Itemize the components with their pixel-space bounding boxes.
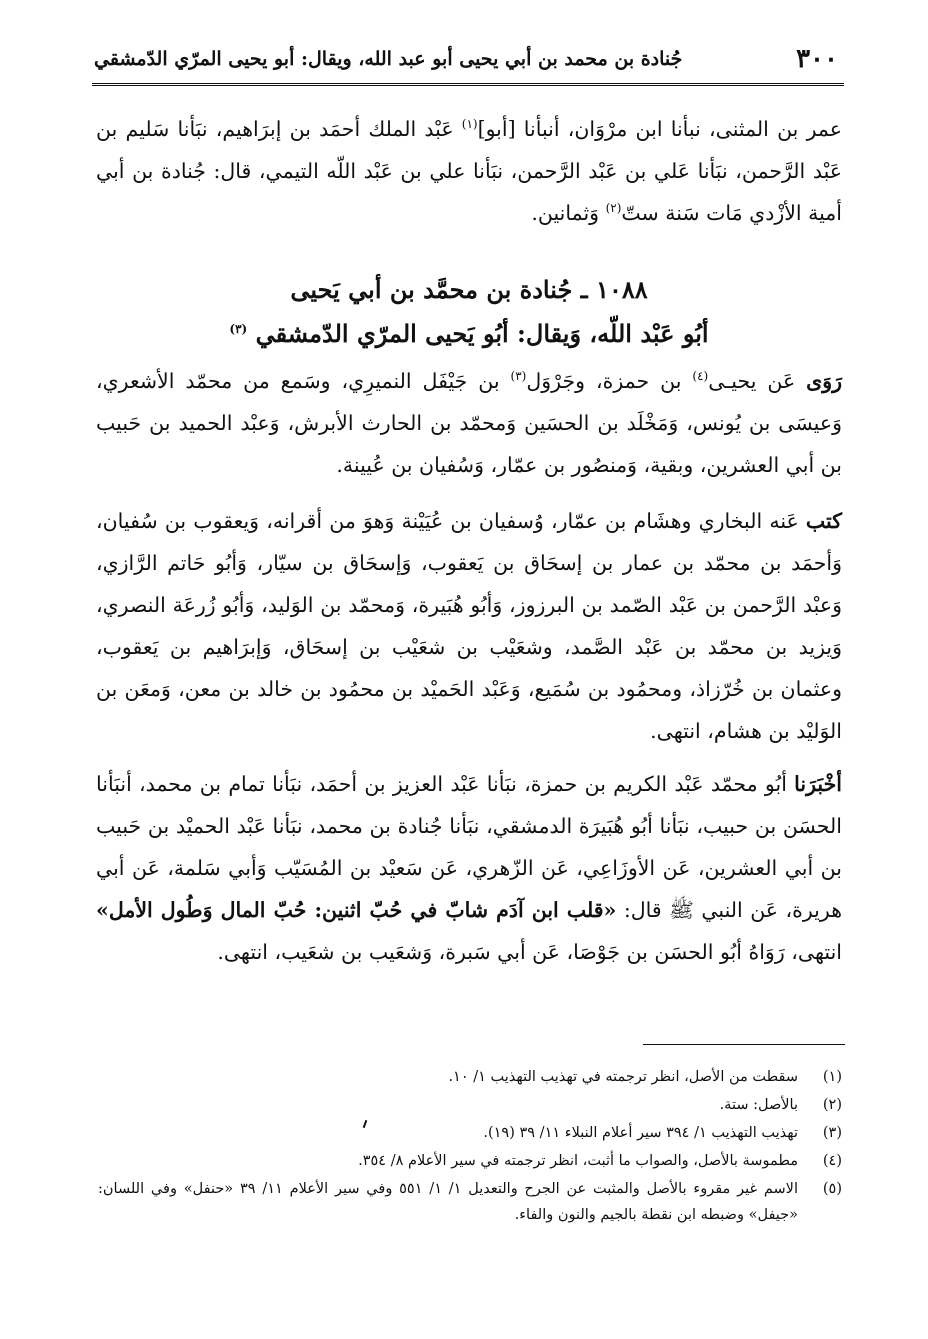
- footnote-number: (٣): [822, 1125, 842, 1141]
- footnote-separator: [643, 1044, 845, 1045]
- paragraph-1-text-c: وَثمانين.: [531, 201, 606, 225]
- paragraph-2-text-a: عَن يحيـى: [708, 369, 807, 393]
- footnote-5: [98, 1176, 842, 1228]
- running-title: جُنادة بن محمد بن أبي يحيى أبو عبد الله، ويقال: أبو يحيى المرّي الدّمشقي: [94, 48, 683, 70]
- footnote-ref-1: (١): [461, 117, 478, 132]
- footnote-number: (١): [822, 1069, 842, 1085]
- footnote-ref-3: (٣): [229, 322, 248, 336]
- footnote-ref-4: (٤): [692, 369, 709, 384]
- paragraph-4-text-a: أبُو محمّد عَبْد الكريم بن حمزة، نبَأنا عَبْد العزيز بن أحمَد، نبَأنا تمام بن محمد، أنبَأنا الحسَن بن حبيب، نبَأنا أبُو هُبَيرَة الدمشقي، نبَأنا جُنادة بن محمد، نبَأنا عَبْد الحميْد بن حَبيب بن أبي العشرين، عَن الأوزَاعِي، عَن الزّهري، عَن سَعيْد بن المُسَيّب وَأبي سَلمة، عَن أبي هريرة، عَن النبي ﷺ قال:: [96, 772, 842, 922]
- footnote-text: تهذيب التهذيب ١/ ٣٩٤ سير أعلام النبلاء ١١/ ٣٩ (١٩).: [483, 1125, 798, 1141]
- paragraph-1: [96, 108, 842, 234]
- paragraph-3-text: عَنه البخاري وهشَام بن عمّار، وُسفيان بن عُيَيْنة وَهوَ من أقرانه، وَيعقوب بن سُفيان، وَأحمَد بن محمّد بن عمار بن إسحَاق بن يَعقوب، وَإسحَاق بن سيّار، وَأبُو حَاتم الرَّازي، وَعبْد الرَّحمن بن عَبْد الصّمد بن البرزوز، وَأبُو هُبَيرة، وَمحمّد بن الوَليد، وَأبُو زُرعَة النصري، وَيزيد بن محمّد بن عَبْد الصَّمد، وشعَيْب بن شعَيْب بن إسحَاق، وَإبرَاهيم بن يَعقوب، وعثمان بن خُرّزاذ، ومحمُود بن سُمَيع، وَعَبْد الحَميْد بن محمُود بن خالد بن معن، وَمعَن بن الوَليْد بن هشام، انتهى.: [96, 509, 842, 743]
- paragraph-1-text-b: عَبْد الملك أحمَد بن إبرَاهيم، نبَأنا سَليم بن عَبْد الرَّحمن، نبَأنا عَلي بن عَبْد الرَّحمن، نبَأنا علي بن عَبْد اللّه التيمي، قال: جُنادة بن أبي أمية الأزْدي مَات سَنة ستّ: [96, 117, 842, 225]
- paragraph-1-text-a: عمر بن المثنى، نبأنا ابن مرْوَان، أنبأنا [أبو]: [477, 117, 842, 141]
- paragraph-4-text-b: انتهى، رَوَاهُ أبُو الحسَن بن جَوْصَا، عَن أبي سَبرة، وَشعَيب بن شعَيب، انتهى.: [217, 940, 842, 964]
- footnotes: [98, 1064, 842, 1230]
- footnote-3: [98, 1120, 842, 1146]
- paragraph-4-lead: أخْبَرَنا: [794, 772, 842, 796]
- footnote-ref-5: (٣): [510, 369, 527, 384]
- paragraph-2: [96, 360, 842, 486]
- paragraph-2-text-b: بن حمزة، وجَرْوَل: [526, 369, 693, 393]
- footnote-number: (٥): [822, 1181, 842, 1197]
- hadith-quote: «قلب ابن آدَم شابّ في حُبّ اثنين: حُبّ المال وَطُول الأمل»: [96, 898, 617, 922]
- paragraph-3: [96, 500, 842, 752]
- footnote-number: (٤): [822, 1153, 842, 1169]
- paragraph-4: [96, 763, 842, 973]
- entry-title-line-2: [96, 312, 842, 356]
- header-rule: [92, 83, 844, 86]
- page-header: [92, 36, 844, 86]
- footnote-ref-2: (٢): [605, 201, 622, 216]
- footnote-2: [98, 1092, 842, 1118]
- footnote-text: الاسم غير مقروء بالأصل والمثبت عن الجرح والتعديل ١/ ١/ ٥٥١ وفي سير الأعلام ١١/ ٣٩ «حنفل» وفي اللسان: «جيفل» وضبطه ابن نقطة بالجيم والنون والفاء.: [98, 1181, 798, 1223]
- footnote-1: [98, 1064, 842, 1090]
- entry-title-line-1: ١٠٨٨ ـ جُنادة بن محمَّد بن أبي يَحيى: [290, 275, 648, 304]
- footnote-number: (٢): [822, 1097, 842, 1113]
- entry-title-text: أبُو عَبْد اللّه، وَيقال: أبُو يَحيى المرّي الدّمشقي: [255, 319, 709, 348]
- footnote-text: بالأصل: ستة.: [719, 1097, 798, 1113]
- paragraph-2-lead: رَوَى: [806, 369, 843, 393]
- footnote-text: مطموسة بالأصل، والصواب ما أثبت، انظر ترجمته في سير الأعلام ٨/ ٣٥٤.: [358, 1153, 798, 1169]
- paragraph-2-text-c: بن جَيْفَل النميرِي، وسَمع من محمّد الأشعري، وَعيسَى بن يُونس، وَمَخْلَد بن الحسَين وَمحمّد بن الحارث الأبرش، وَعبْد الحميد بن حَبيب بن أبي العشرين، وبقية، وَمنصُور بن عمّار، وَسُفيان بن عُيينة.: [96, 369, 842, 477]
- footnote-4: [98, 1148, 842, 1174]
- page-number: ٣٠٠: [796, 44, 838, 74]
- paragraph-3-lead: كتب: [805, 509, 842, 533]
- footnote-text: سقطت من الأصل، انظر ترجمته في تهذيب التهذيب ١/ ١٠.: [448, 1069, 798, 1085]
